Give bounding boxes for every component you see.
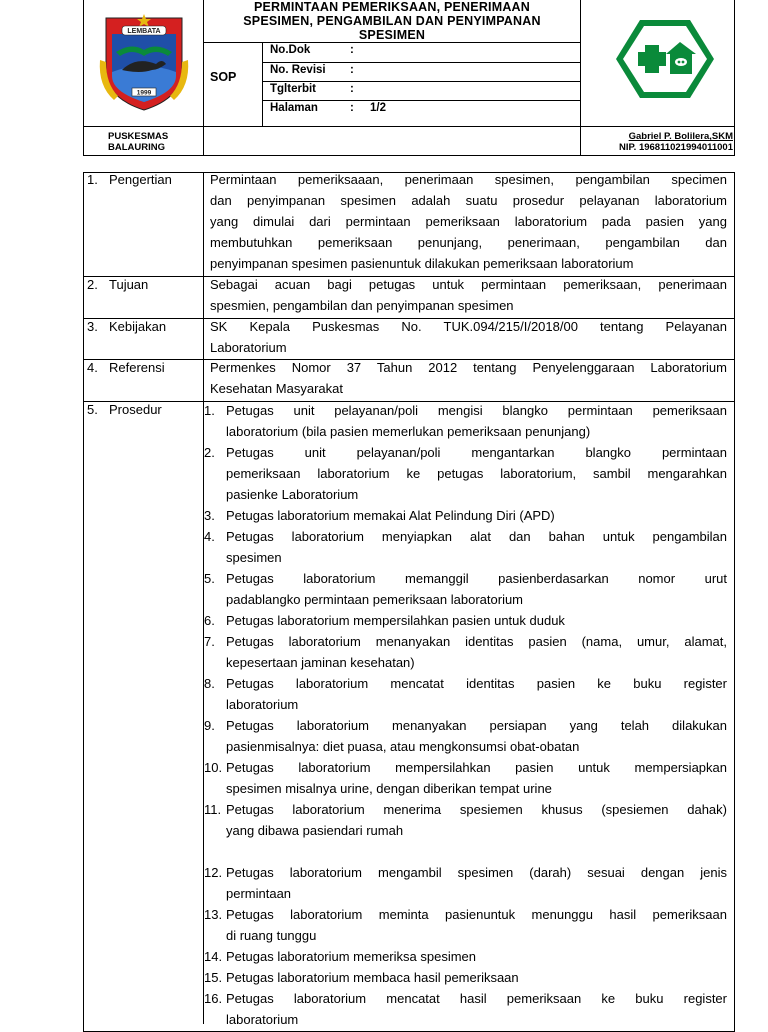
procedure-text: Petugas unit pelayanan/poli mengantarkan blangko permintaan (226, 445, 727, 460)
procedure-item (204, 904, 727, 946)
procedure-number: 7. (204, 634, 215, 649)
procedure-item (204, 757, 727, 799)
procedure-text: Petugas laboratorium memeriksa spesimen (226, 949, 476, 964)
procedure-text: yang dibawa pasiendari rumah (226, 823, 404, 838)
header-rule (262, 62, 580, 63)
procedure-number: 16. (204, 991, 223, 1006)
procedure-text: spesimen misalnya urine, dengan diberikan tempat urine (226, 781, 552, 796)
procedure-item (204, 568, 727, 610)
procedure-text: Petugas laboratorium mempersilahkan pasien untuk mempersiapkan (226, 760, 727, 775)
procedure-list (204, 400, 727, 1030)
procedure-text: Petugas laboratorium menyiapkan alat dan bahan untuk pengambilan (226, 529, 727, 544)
procedure-text: padablangko permintaan pemeriksaan laboratorium (226, 592, 524, 607)
header-divider (262, 42, 263, 126)
procedure-item (204, 946, 727, 967)
procedure-number: 2. (204, 445, 215, 460)
text-line: membutuhkan pemeriksaan penunjang, penerimaan, pengambilan dan (210, 235, 727, 250)
meta-label-no-dok: No.Dok (270, 44, 311, 56)
procedure-number: 10. (204, 760, 223, 775)
puskesmas-name: PUSKESMAS BALAURING (108, 131, 169, 153)
procedure-text: Petugas laboratorium membaca hasil pemeriksaan (226, 970, 519, 985)
meta-colon: : (350, 64, 354, 76)
procedure-text: laboratorium (226, 1012, 299, 1027)
procedure-text: Petugas laboratorium mempersilahkan pasien untuk duduk (226, 613, 565, 628)
procedure-number: 15. (204, 970, 223, 985)
meta-value-halaman: 1/2 (370, 102, 386, 114)
district-emblem-icon (96, 12, 192, 112)
procedure-text: Petugas laboratorium mencatat hasil pemeriksaan ke buku register (226, 991, 727, 1006)
procedure-number: 11. (204, 802, 222, 817)
text-line: SK Kepala Puskesmas No. TUK.094/215/I/2018/00 tentang Pelayanan (210, 319, 727, 334)
emblem-text: LEMBATA (127, 28, 161, 35)
procedure-item (204, 505, 727, 526)
procedure-item (204, 799, 727, 841)
section-text-kebijakan (210, 316, 727, 358)
procedure-text: kepesertaan jaminan kesehatan) (226, 655, 415, 670)
procedure-number: 1. (204, 403, 215, 418)
header-rule (84, 126, 735, 127)
procedure-item (204, 526, 727, 568)
procedure-item (204, 862, 727, 904)
procedure-number: 12. (204, 865, 223, 880)
text-line: Permenkes Nomor 37 Tahun 2012 tentang Penyelenggaraan Laboratorium (210, 360, 727, 375)
procedure-text: di ruang tunggu (226, 928, 317, 943)
procedure-number: 5. (204, 571, 215, 586)
meta-label-no-revisi: No. Revisi (270, 64, 326, 76)
procedure-text: Petugas laboratorium menanyakan persiapan yang telah dilakukan (226, 718, 727, 733)
procedure-text: Petugas laboratorium memakai Alat Pelindung Diri (APD) (226, 508, 555, 523)
puskesmas-logo-icon (614, 18, 716, 100)
procedure-text: pemeriksaan laboratorium ke petugas laboratorium, sambil mengarahkan (226, 466, 727, 481)
header-rule (203, 42, 580, 43)
procedure-item (204, 967, 727, 988)
meta-colon: : (350, 102, 354, 114)
meta-colon: : (350, 83, 354, 95)
meta-colon: : (350, 44, 354, 56)
procedure-item (204, 610, 727, 631)
procedure-item (204, 400, 727, 442)
text-line: yang dimulai dari permintaan pemeriksaan laboratorium pada pasien yang (210, 214, 727, 229)
header-rule (262, 81, 580, 82)
signer-block (585, 131, 733, 153)
procedure-text: Petugas laboratorium mengambil spesimen (darah) sesuai dengan jenis (226, 865, 727, 880)
sop-label: SOP (210, 70, 237, 84)
procedure-number: 13. (204, 907, 223, 922)
text-line: spesmien, pengambilan dan penyimpanan spesimen (210, 298, 514, 313)
text-line: Permintaan pemeriksaaan, penerimaan spesimen, pengambilan specimen (210, 172, 727, 187)
text-line: dan penyimpanan spesimen adalah suatu prosedur pelayanan laboratorium (210, 193, 727, 208)
procedure-text: Petugas unit pelayanan/poli mengisi blangko permintaan pemeriksaan (226, 403, 727, 418)
signer-nip: NIP. 196811021994011001 (619, 142, 733, 153)
procedure-item (204, 631, 727, 673)
section-label-referensi: 4. Referensi (87, 360, 165, 375)
procedure-text: laboratorium (bila pasien memerlukan pemeriksaan penunjang) (226, 424, 591, 439)
procedure-text: pasienke Laboratorium (226, 487, 359, 502)
header-rule (262, 100, 580, 101)
procedure-text: Petugas laboratorium mencatat identitas pasien ke buku register (226, 676, 727, 691)
text-line: penyimpanan spesimen pasienuntuk dilakukan pemeriksaan laboratorium (210, 256, 634, 271)
section-text-pengertian (210, 169, 727, 274)
procedure-number: 6. (204, 613, 215, 628)
procedure-text: pasienmisalnya: diet puasa, atau mengkonsumsi obat-obatan (226, 739, 580, 754)
procedure-item (204, 442, 727, 505)
procedure-text: permintaan (226, 886, 292, 901)
procedure-number: 14. (204, 949, 223, 964)
procedure-text: Petugas laboratorium memanggil pasienberdasarkan nomor urut (226, 571, 727, 586)
procedure-item (204, 715, 727, 757)
text-line: Sebagai acuan bagi petugas untuk permintaan pemeriksaan, penerimaan (210, 277, 727, 292)
section-label-pengertian: 1. Pengertian (87, 172, 172, 187)
signer-name: Gabriel P. Bolilera,SKM (628, 131, 733, 142)
procedure-number: 3. (204, 508, 215, 523)
procedure-text: Petugas laboratorium menerima spesiemen khusus (spesiemen dahak) (226, 802, 727, 817)
header-divider (580, 0, 581, 156)
procedure-text: Petugas laboratorium meminta pasienuntuk menunggu hasil pemeriksaan (226, 907, 727, 922)
procedure-number: 8. (204, 676, 215, 691)
section-label-tujuan: 2. Tujuan (87, 277, 149, 292)
meta-label-tglterbit: Tglterbit (270, 83, 316, 95)
document-title: PERMINTAAN PEMERIKSAAN, PENERIMAAN SPESIMEN, PENGAMBILAN DAN PENYIMPANAN SPESIMEN (243, 0, 541, 42)
procedure-text: Petugas laboratorium menanyakan identitas pasien (nama, umur, alamat, (226, 634, 727, 649)
section-label-prosedur: 5. Prosedur (87, 402, 162, 417)
section-text-tujuan (210, 274, 727, 316)
text-line: Laboratorium (210, 340, 287, 355)
procedure-number: 4. (204, 529, 215, 544)
text-line: Kesehatan Masyarakat (210, 381, 343, 396)
procedure-number: 9. (204, 718, 215, 733)
procedure-text: laboratorium (226, 697, 299, 712)
procedure-item (204, 673, 727, 715)
procedure-text: spesimen (226, 550, 282, 565)
meta-label-halaman: Halaman (270, 102, 318, 114)
emblem-year: 1999 (136, 89, 152, 97)
section-label-kebijakan: 3. Kebijakan (87, 319, 167, 334)
section-text-referensi (210, 357, 727, 399)
